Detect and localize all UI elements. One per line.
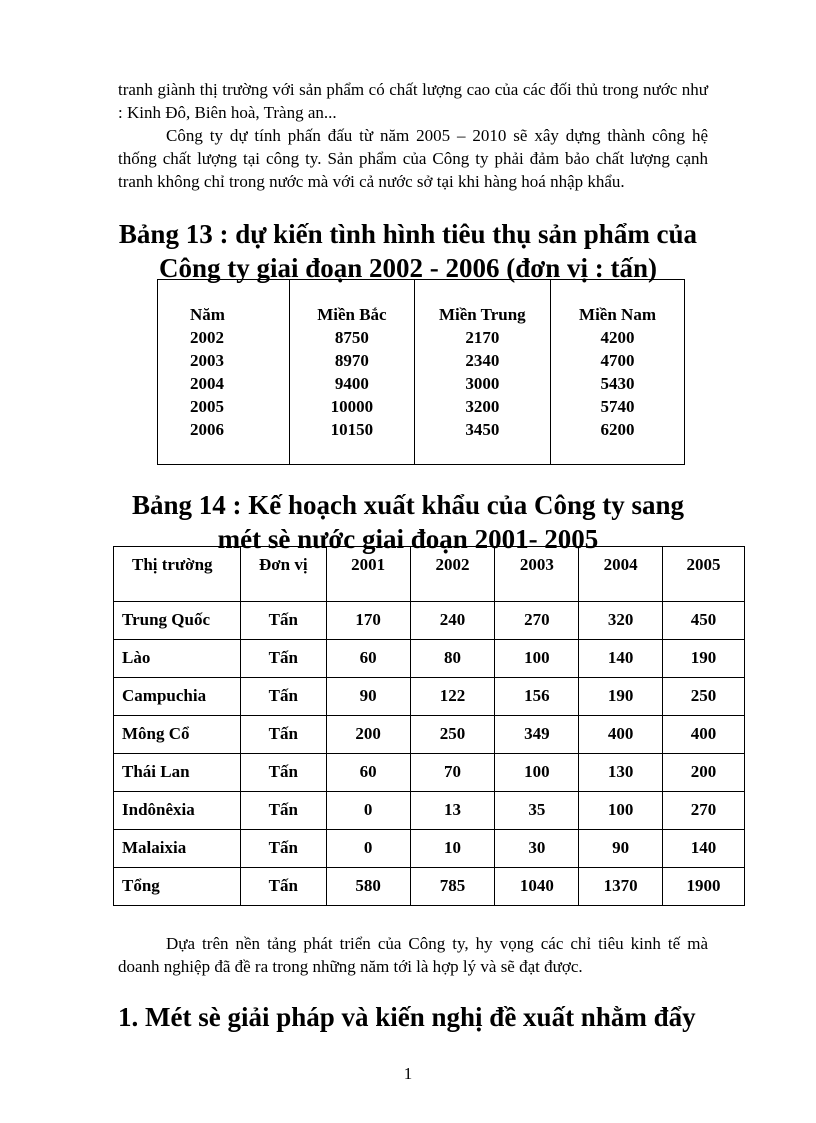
table13-cell: 5430: [600, 374, 635, 393]
table14-market: Thái Lan: [114, 754, 241, 792]
table13-cell: 3200: [465, 397, 500, 416]
table14-header-market: Thị trường: [114, 547, 241, 602]
table14-cell: 30: [495, 830, 579, 868]
table14-cell: 35: [495, 792, 579, 830]
table14-cell: 785: [410, 868, 495, 906]
table14-cell: 270: [495, 602, 579, 640]
table13-title: [90, 217, 726, 285]
table14-cell: 0: [326, 830, 410, 868]
table14-cell: 450: [663, 602, 745, 640]
table13-cell: 2002: [190, 328, 224, 347]
table14-cell: 200: [663, 754, 745, 792]
table13-col-year: [158, 280, 290, 465]
table-row: [114, 602, 745, 640]
table13-title-line2: Công ty giai đoạn 2002 - 2006 (đơn vị : tấn): [159, 253, 657, 283]
table14-unit: Tấn: [240, 754, 326, 792]
table14-header-2004: 2004: [579, 547, 663, 602]
table13-title-line1: Bảng 13 : dự kiến tình hình tiêu thụ sản phẩm của: [118, 219, 698, 249]
table14-cell: 60: [326, 640, 410, 678]
table14-cell: 60: [326, 754, 410, 792]
table13-cell: 2340: [465, 351, 500, 370]
table13-col-south: [551, 280, 685, 465]
table-row: [114, 754, 745, 792]
table14-export-plan: [113, 546, 745, 906]
section-heading: 1. Mét sè giải pháp và kiến nghị đề xuất nhằm đẩy: [118, 1002, 696, 1032]
table14-cell: 0: [326, 792, 410, 830]
table13-header-year: Năm: [190, 305, 225, 324]
table-row: [114, 640, 745, 678]
table14-cell: 349: [495, 716, 579, 754]
table14-cell: 122: [410, 678, 495, 716]
table14-cell: 250: [410, 716, 495, 754]
table13-col-central: [414, 280, 550, 465]
table14-cell: 240: [410, 602, 495, 640]
table14-title-line1: Bảng 14 : Kế hoạch xuất khẩu của Công ty sang: [131, 490, 685, 520]
table13-cell: 2003: [190, 351, 224, 370]
table-row: [114, 678, 745, 716]
table13-cell: 8970: [334, 351, 369, 370]
closing-paragraph: Dựa trên nền tảng phát triển của Công ty, hy vọng các chỉ tiêu kinh tế mà doanh nghiệp đã đề ra trong những năm tới là hợp lý và sẽ đạt được.: [118, 934, 708, 976]
table14-cell: 130: [579, 754, 663, 792]
table14-cell: 100: [495, 640, 579, 678]
page-number: 1: [403, 1064, 413, 1083]
table13-cell: 3000: [465, 374, 500, 393]
table14-header-2002: 2002: [410, 547, 495, 602]
table14-cell: 200: [326, 716, 410, 754]
table14-unit: Tấn: [240, 716, 326, 754]
table14-cell: 190: [579, 678, 663, 716]
table14-header-unit: Đơn vị: [240, 547, 326, 602]
table14-header-2003: 2003: [495, 547, 579, 602]
table14-title-line2: mét sè nước giai đoạn 2001- 2005: [217, 524, 599, 554]
table14-cell: 250: [663, 678, 745, 716]
table14-unit: Tấn: [240, 792, 326, 830]
table14-unit: Tấn: [240, 868, 326, 906]
table14-cell: 13: [410, 792, 495, 830]
table14-cell: 140: [663, 830, 745, 868]
table13-header-central: Miền Trung: [438, 305, 526, 324]
table13-cell: 10000: [330, 397, 374, 416]
table13-cell: 5740: [600, 397, 635, 416]
table13-cell: 9400: [334, 374, 369, 393]
table14-market: Indônêxia: [114, 792, 241, 830]
table13-cell: 2170: [465, 328, 500, 347]
table13-cell: 4700: [600, 351, 635, 370]
table14-cell: 1370: [579, 868, 663, 906]
table14-cell: 580: [326, 868, 410, 906]
table14-unit: Tấn: [240, 602, 326, 640]
table-row: [114, 716, 745, 754]
table13-cell: 2005: [190, 397, 224, 416]
table14-cell: 100: [495, 754, 579, 792]
table13-cell: 8750: [334, 328, 369, 347]
table14-unit: Tấn: [240, 830, 326, 868]
table14-cell: 320: [579, 602, 663, 640]
table14-unit: Tấn: [240, 678, 326, 716]
intro-paragraph-continued: tranh giành thị trường với sản phẩm có chất lượng cao của các đối thủ trong nước như : Kinh Đô, Biên hoà, Tràng an...: [118, 80, 708, 122]
table13-col-north: [290, 280, 414, 465]
table14-cell: 80: [410, 640, 495, 678]
table14-unit: Tấn: [240, 640, 326, 678]
table14-cell: 10: [410, 830, 495, 868]
table14-cell: 400: [579, 716, 663, 754]
table13-consumption: [157, 279, 685, 465]
table14-cell: 1040: [495, 868, 579, 906]
table13-header-south: Miền Nam: [579, 305, 656, 324]
table-row: [114, 792, 745, 830]
table14-cell: 100: [579, 792, 663, 830]
table14-market: Malaixia: [114, 830, 241, 868]
table13-cell: 6200: [600, 420, 635, 439]
table13-cell: 3450: [465, 420, 500, 439]
table14-cell: 90: [326, 678, 410, 716]
table14-cell: 170: [326, 602, 410, 640]
table13-cell: 2006: [190, 420, 224, 439]
table14-cell: 140: [579, 640, 663, 678]
table14-cell: 90: [579, 830, 663, 868]
table14-market: Campuchia: [114, 678, 241, 716]
table14-cell: 156: [495, 678, 579, 716]
intro-paragraph-plan: Công ty dự tính phấn đấu từ năm 2005 – 2010 sẽ xây dựng thành công hệ thống chất lượng tại công ty. Sản phẩm của Công ty phải đảm bảo chất lượng cạnh tranh không chỉ trong nước mà với cả nước sở tại khi hàng hoá nhập khẩu.: [118, 126, 708, 191]
table-row-total: [114, 868, 745, 906]
table13-cell: 4200: [600, 328, 635, 347]
table14-cell: 270: [663, 792, 745, 830]
table14-cell: 1900: [663, 868, 745, 906]
table14-market: Trung Quốc: [114, 602, 241, 640]
table13-header-north: Miền Bắc: [317, 305, 387, 324]
table13-cell: 2004: [190, 374, 224, 393]
table14-market: Lào: [114, 640, 241, 678]
table14-header-2001: 2001: [326, 547, 410, 602]
table14-market: Tổng: [114, 868, 241, 906]
table14-header-row: [114, 547, 745, 602]
table13-cell: 10150: [330, 420, 374, 439]
table14-market: Mông Cổ: [114, 716, 241, 754]
table14-cell: 70: [410, 754, 495, 792]
table-row: [114, 830, 745, 868]
table14-cell: 400: [663, 716, 745, 754]
table14-header-2005: 2005: [663, 547, 745, 602]
table14-cell: 190: [663, 640, 745, 678]
